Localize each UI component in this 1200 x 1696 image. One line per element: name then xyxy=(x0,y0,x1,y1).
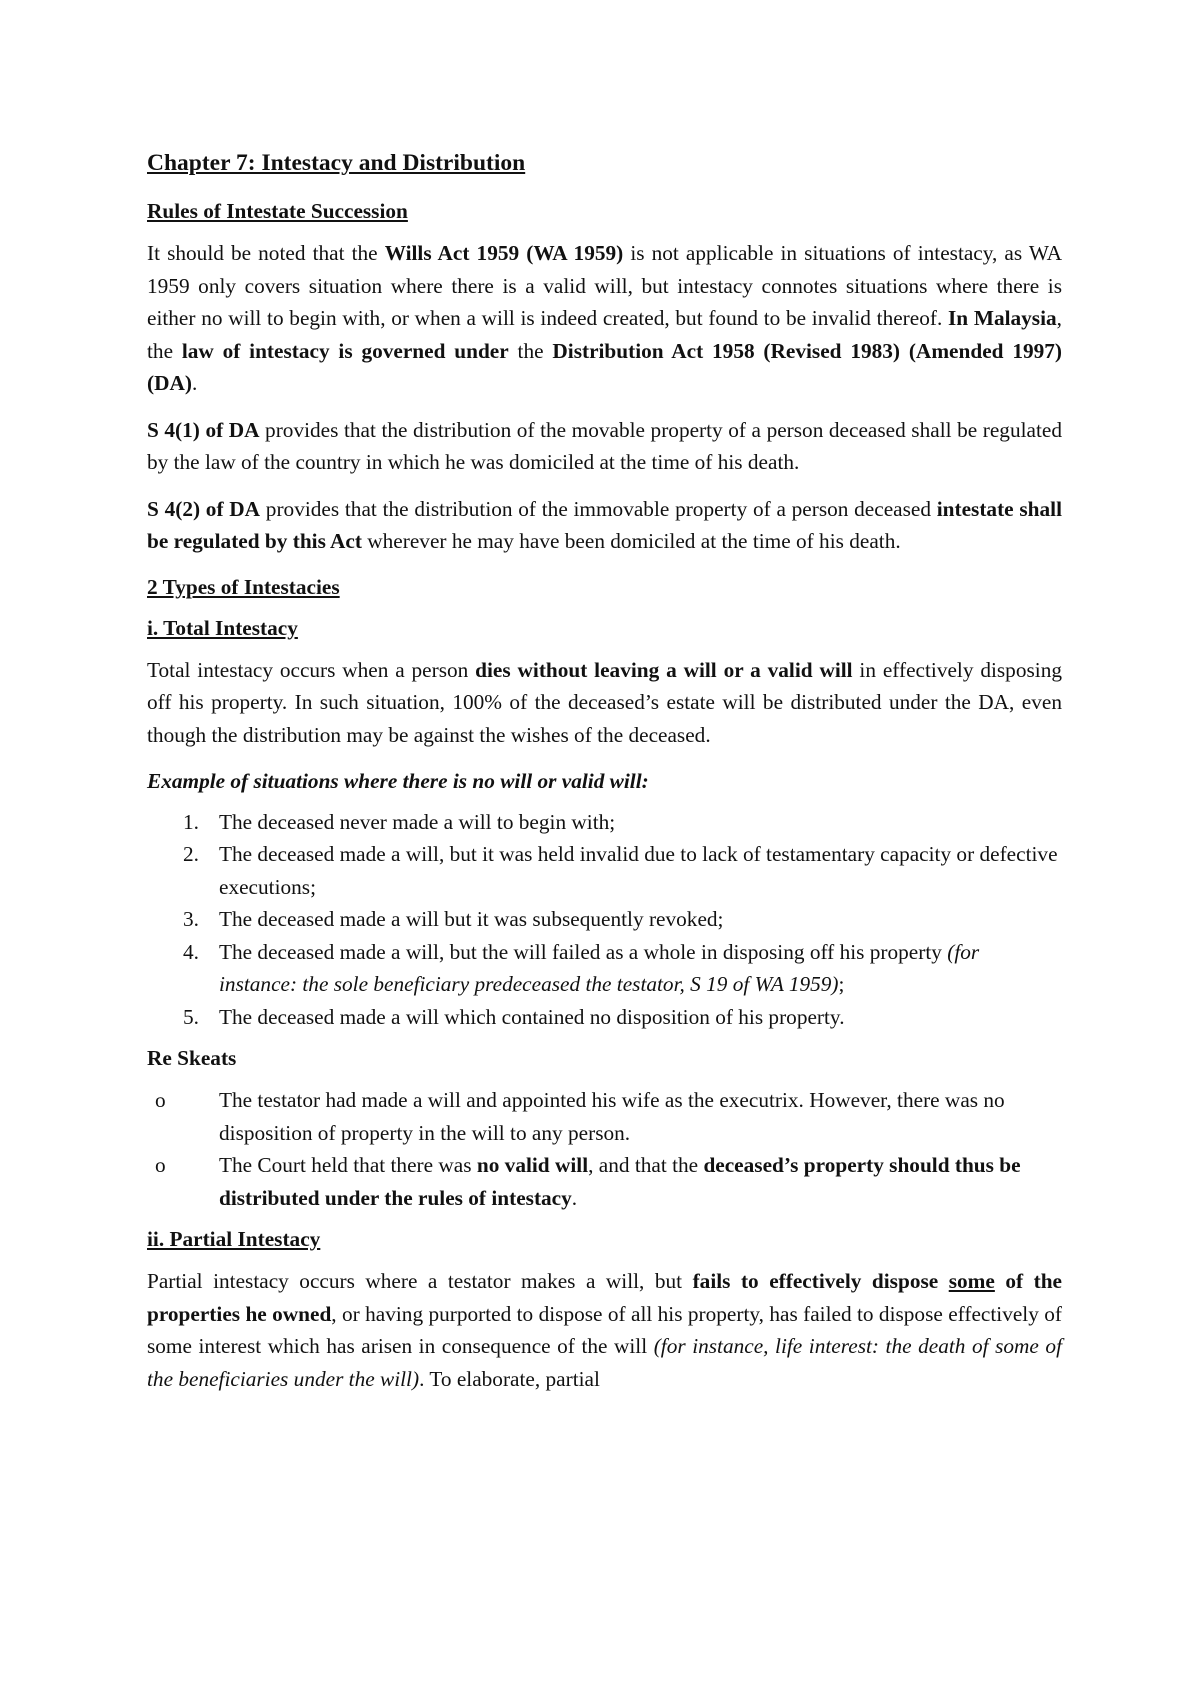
list-item: 2. The deceased made a will, but it was held invalid due to lack of testamentary capacity or defective executions; xyxy=(183,842,1058,899)
list-item: 4. The deceased made a will, but the will failed as a whole in disposing off his property (for instance: the sole beneficiary predeceased the testator, S 19 of WA 1959); xyxy=(183,939,980,996)
subheading-total-intestacy: i. Total Intestacy xyxy=(147,615,298,640)
chapter-title: Chapter 7: Intestacy and Distribution xyxy=(147,150,526,176)
case-heading-re-skeats: Re Skeats xyxy=(147,1046,237,1070)
subheading-partial-intestacy: ii. Partial Intestacy xyxy=(147,1227,321,1251)
section-heading-types: 2 Types of Intestacies xyxy=(147,574,340,599)
list-item: o The Court held that there was no valid will, and that the deceased’s property should thus be distributed under the rules of intestacy. xyxy=(155,1153,1021,1210)
example-heading: Example of situations where there is no will or valid will: xyxy=(147,769,649,793)
case-bullets xyxy=(147,1084,1062,1214)
paragraph-s4-2: S 4(2) of DA provides that the distribution of the immovable property of a person deceased intestate shall be regulated by this Act wherever he may have been domiciled at the time of his death. xyxy=(147,496,1062,553)
paragraph-s4-1: S 4(1) of DA provides that the distribution of the movable property of a person deceased shall be regulated by the law of the country in which he was domiciled at the time of his death. xyxy=(147,417,1062,474)
list-item: 3. The deceased made a will but it was subsequently revoked; xyxy=(183,907,724,931)
list-item: 1. The deceased never made a will to begin with; xyxy=(183,809,616,834)
list-item: 5. The deceased made a will which contained no disposition of his property. xyxy=(183,1004,845,1029)
paragraph-total-intestacy: Total intestacy occurs when a person dies without leaving a will or a valid will in effectively disposing off his property. In such situation, 100% of the deceased’s estate will be distributed under the DA, even though the distribution may be against the wishes of the deceased. xyxy=(147,657,1062,747)
paragraph-wills-act: It should be noted that the Wills Act 1959 (WA 1959) is not applicable in situations of intestacy, as WA 1959 only covers situation where there is a valid will, but intestacy connotes situations where there is either no will to begin with, or when a will is indeed created, but found to be invalid thereof. In Malaysia, the law of intestacy is governed under the Distribution Act 1958 (Revised 1983) (Amended 1997) (DA). xyxy=(147,241,1062,395)
document-body xyxy=(147,148,1062,1395)
list-item: o The testator had made a will and appointed his wife as the executrix. However, there was no disposition of property in the will to any person. xyxy=(155,1088,1005,1145)
paragraph-partial-intestacy: Partial intestacy occurs where a testator makes a will, but fails to effectively dispose some of the properties he owned, or having purported to dispose of all his property, has failed to dispose effectively of some interest which has arisen in consequence of the will (for instance, life interest: the death of some of the beneficiaries under the will). To elaborate, partial xyxy=(147,1269,1062,1391)
examples-list xyxy=(147,806,1062,1034)
section-heading-rules: Rules of Intestate Succession xyxy=(147,199,408,223)
